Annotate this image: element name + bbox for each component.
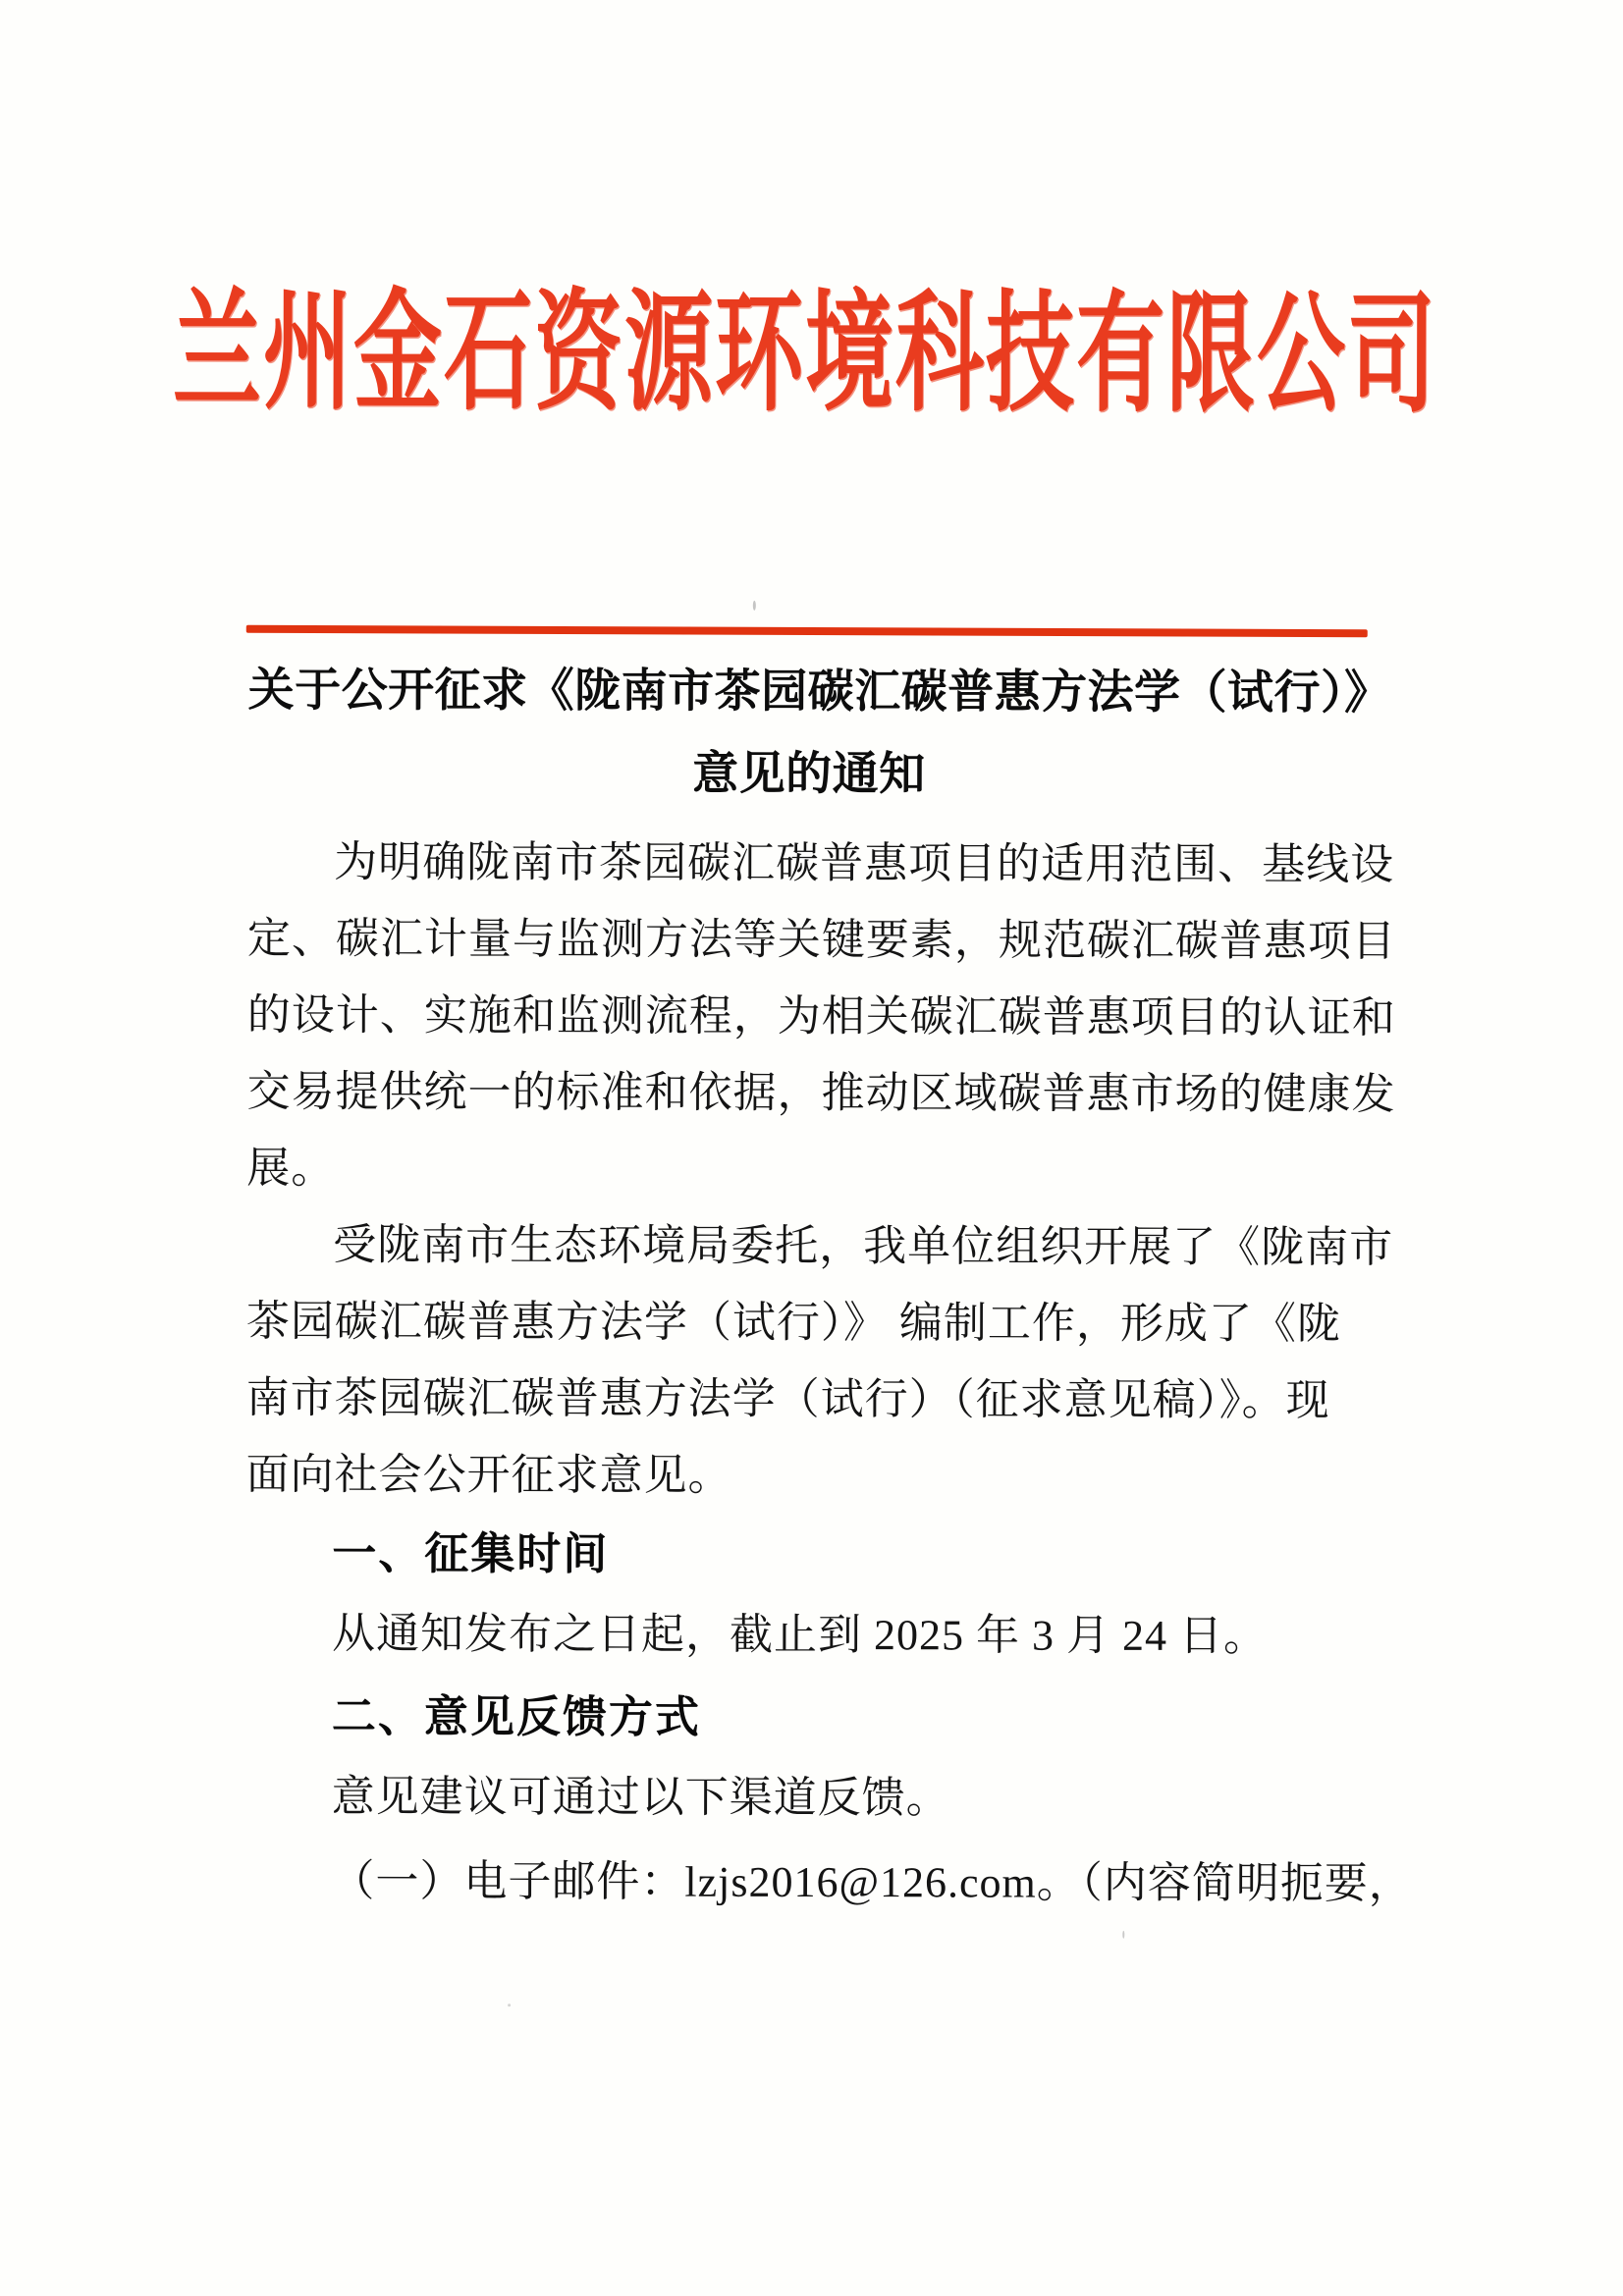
paragraph2-line1: 受陇南市生态环境局委托，我单位组织开展了《陇南市 bbox=[333, 1220, 1394, 1272]
paragraph1-line4: 交易提供统一的标准和依据，推动区域碳普惠市场的健康发 bbox=[246, 1067, 1396, 1119]
company-letterhead: 兰州金石资源环境科技有限公司 bbox=[172, 281, 1438, 429]
document-title-line1: 关于公开征求《陇南市茶园碳汇碳普惠方法学（试行）》 bbox=[247, 665, 1391, 720]
section1-heading: 一、征集时间 bbox=[332, 1527, 610, 1579]
scan-speck bbox=[1122, 1931, 1124, 1939]
paragraph2-line4: 面向社会公开征求意见。 bbox=[245, 1450, 732, 1500]
section2-item-email: （一）电子邮件：lzjs2016@126.com。（内容简明扼要， bbox=[331, 1856, 1413, 1908]
document-title-line2: 意见的通知 bbox=[692, 748, 926, 801]
paragraph1-line3: 的设计、实施和监测流程，为相关碳汇碳普惠项目的认证和 bbox=[246, 990, 1396, 1042]
scan-speck bbox=[753, 601, 756, 611]
section2-heading: 二、意见反馈方式 bbox=[331, 1690, 701, 1742]
paragraph1-line5: 展。 bbox=[246, 1144, 336, 1193]
scan-speck bbox=[508, 2003, 511, 2006]
section2-body: 意见建议可通过以下渠道反馈。 bbox=[331, 1772, 950, 1823]
paragraph2-line3: 南市茶园碳汇碳普惠方法学（试行）（征求意见稿）》。现 bbox=[245, 1373, 1330, 1425]
paragraph1-line2: 定、碳汇计量与监测方法等关键要素，规范碳汇碳普惠项目 bbox=[246, 914, 1397, 966]
letterhead-divider-rule bbox=[246, 625, 1368, 638]
paragraph1-line1: 为明确陇南市茶园碳汇碳普惠项目的适用范围、基线设 bbox=[334, 837, 1395, 889]
section1-body: 从通知发布之日起，截止到 2025 年 3 月 24 日。 bbox=[332, 1609, 1269, 1661]
paragraph2-line2: 茶园碳汇碳普惠方法学（试行）》 编制工作，形成了《陇 bbox=[245, 1297, 1341, 1349]
